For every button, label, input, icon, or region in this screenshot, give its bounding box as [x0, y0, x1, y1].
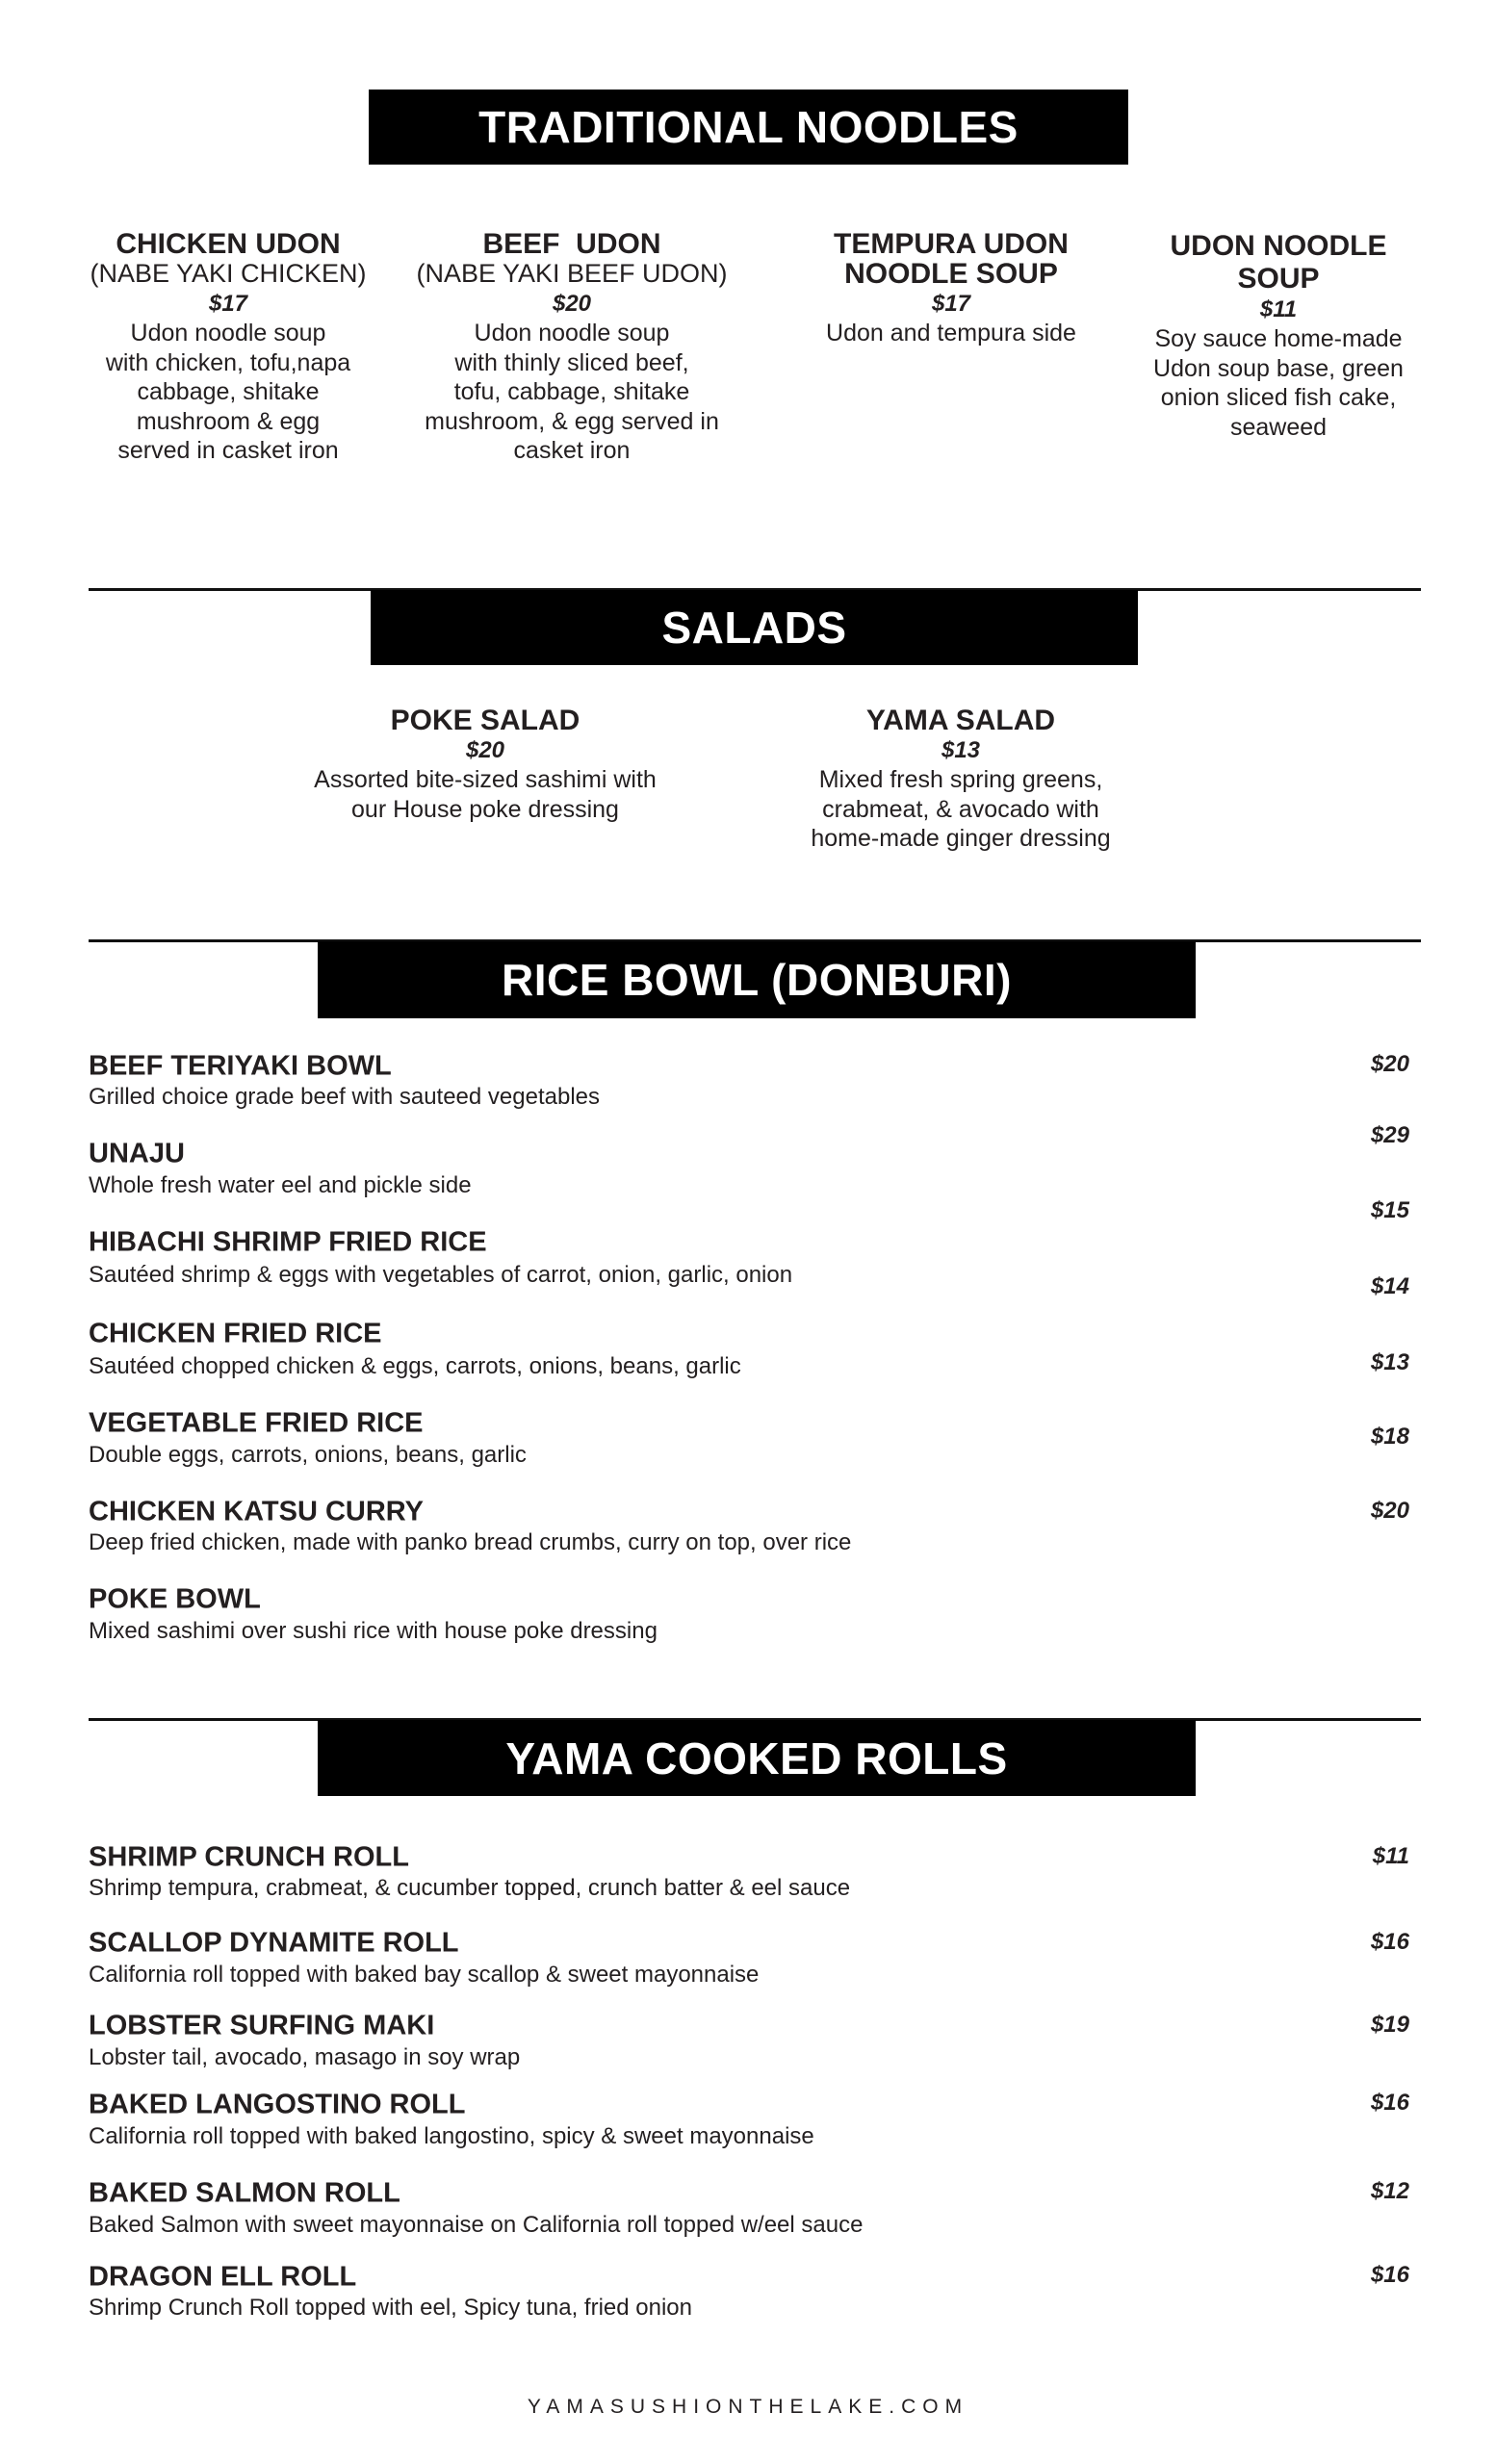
- item-desc: Sautéed chopped chicken & eggs, carrots, onions, beans, garlic: [89, 1353, 741, 1379]
- item-desc-line: our House poke dressing: [351, 795, 619, 823]
- section-header-traditional-noodles: [369, 90, 1128, 165]
- item-price: $19: [1370, 2012, 1409, 2038]
- item-desc-line: with thinly sliced beef,: [454, 348, 689, 376]
- item-desc: Deep fried chicken, made with panko bread crumbs, curry on top, over rice: [89, 1529, 852, 1555]
- item-desc: Lobster tail, avocado, masago in soy wrap: [89, 2044, 521, 2070]
- item-name-line: SOUP: [1237, 263, 1320, 295]
- item-desc-line: Udon and tempura side: [826, 320, 1076, 346]
- section-header-rice-bowl: [318, 941, 1196, 1018]
- item-price: $13: [1370, 1349, 1409, 1375]
- item-name: POKE SALAD: [390, 705, 580, 736]
- item-desc-line: home-made ginger dressing: [811, 825, 1111, 853]
- item-name-line: UDON NOODLE: [1170, 230, 1387, 262]
- item-price: $12: [1370, 2178, 1409, 2204]
- item-name: VEGETABLE FRIED RICE: [89, 1407, 424, 1439]
- section-title: TRADITIONAL NOODLES: [478, 102, 1019, 152]
- item-name: SHRIMP CRUNCH ROLL: [89, 1841, 409, 1873]
- item-price: $16: [1370, 2090, 1409, 2116]
- item-desc: Whole fresh water eel and pickle side: [89, 1172, 472, 1198]
- item-name: BEEF UDON: [482, 228, 661, 260]
- item-desc-line: mushroom & egg: [136, 407, 321, 435]
- item-name: CHICKEN KATSU CURRY: [89, 1496, 424, 1527]
- item-desc: Baked Salmon with sweet mayonnaise on California roll topped w/eel sauce: [89, 2212, 864, 2238]
- item-desc-line: Assorted bite-sized sashimi with: [314, 766, 657, 793]
- item-desc-line: served in casket iron: [117, 437, 339, 465]
- item-name: HIBACHI SHRIMP FRIED RICE: [89, 1226, 487, 1258]
- item-desc-line: tofu, cabbage, shitake: [453, 378, 690, 406]
- website-footer: YAMASUSHIONTHELAKE.COM: [527, 2396, 969, 2418]
- item-name: LOBSTER SURFING MAKI: [89, 2010, 435, 2041]
- item-desc-line: Udon noodle soup: [474, 320, 670, 346]
- item-desc: California roll topped with baked bay scallop & sweet mayonnaise: [89, 1962, 760, 1988]
- menu-item-poke-salad: [273, 706, 697, 824]
- item-price: $15: [1370, 1197, 1409, 1223]
- item-price: $20: [1370, 1051, 1409, 1077]
- item-subtitle: (NABE YAKI CHICKEN): [90, 259, 367, 288]
- item-name-line: NOODLE SOUP: [844, 258, 1058, 290]
- item-price: $16: [1370, 2262, 1409, 2288]
- item-desc-line: mushroom, & egg served in: [425, 407, 719, 435]
- item-desc: Grilled choice grade beef with sauteed vegetables: [89, 1084, 600, 1110]
- item-price: $29: [1370, 1122, 1409, 1148]
- item-desc-line: casket iron: [513, 437, 631, 465]
- item-subtitle: (NABE YAKI BEEF UDON): [416, 259, 728, 288]
- item-price: $11: [1372, 1843, 1409, 1869]
- item-desc-line: Soy sauce home-made: [1154, 325, 1403, 352]
- item-price: $16: [1370, 1929, 1409, 1955]
- item-name: CHICKEN UDON: [116, 228, 341, 260]
- item-desc: Mixed sashimi over sushi rice with house poke dressing: [89, 1618, 658, 1644]
- section-title: RICE BOWL (DONBURI): [502, 955, 1012, 1005]
- item-desc: Double eggs, carrots, onions, beans, garlic: [89, 1442, 527, 1468]
- menu-item-tempura-udon: [778, 229, 1124, 348]
- item-price: $18: [1370, 1424, 1409, 1450]
- item-name: UNAJU: [89, 1138, 185, 1169]
- item-desc-line: Udon soup base, green: [1153, 354, 1404, 382]
- item-name: BAKED LANGOSTINO ROLL: [89, 2089, 466, 2120]
- section-title: YAMA COOKED ROLLS: [505, 1732, 1008, 1784]
- menu-item-beef-udon: [389, 229, 755, 466]
- item-desc-line: Mixed fresh spring greens,: [818, 766, 1103, 793]
- item-price: $13: [941, 737, 981, 763]
- item-name: BEEF TERIYAKI BOWL: [89, 1050, 392, 1082]
- item-desc-line: onion sliced fish cake,: [1160, 384, 1397, 412]
- item-price: $14: [1370, 1273, 1409, 1299]
- section-header-cooked-rolls: [318, 1720, 1196, 1796]
- item-name: CHICKEN FRIED RICE: [89, 1318, 382, 1349]
- item-desc-line: with chicken, tofu,napa: [105, 348, 351, 376]
- menu-item-yama-salad: [749, 706, 1173, 854]
- item-desc-line: crabmeat, & avocado with: [822, 795, 1099, 823]
- item-desc: California roll topped with baked langostino, spicy & sweet mayonnaise: [89, 2123, 814, 2149]
- item-desc-line: Udon noodle soup: [130, 320, 326, 346]
- item-name: POKE BOWL: [89, 1583, 261, 1615]
- item-desc-line: seaweed: [1229, 413, 1328, 441]
- item-price: $20: [1370, 1498, 1409, 1524]
- item-desc: Sautéed shrimp & eggs with vegetables of carrot, onion, garlic, onion: [89, 1262, 793, 1288]
- item-desc-line: cabbage, shitake: [137, 378, 320, 406]
- item-price: $17: [208, 291, 248, 317]
- item-price: $20: [465, 737, 505, 763]
- item-name: SCALLOP DYNAMITE ROLL: [89, 1927, 459, 1959]
- item-name: BAKED SALMON ROLL: [89, 2177, 400, 2209]
- item-desc: Shrimp tempura, crabmeat, & cucumber topped, crunch batter & eel sauce: [89, 1875, 851, 1901]
- item-name-line: TEMPURA UDON: [834, 228, 1069, 260]
- section-header-salads: [371, 590, 1138, 665]
- item-price: $20: [552, 291, 592, 317]
- item-name: DRAGON ELL ROLL: [89, 2261, 357, 2293]
- item-price: $17: [931, 291, 971, 317]
- item-desc: Shrimp Crunch Roll topped with eel, Spicy tuna, fried onion: [89, 2295, 692, 2321]
- menu-item-udon-noodle-soup: [1105, 229, 1452, 442]
- item-price: $11: [1259, 296, 1298, 322]
- menu-item-chicken-udon: [55, 229, 401, 466]
- item-name: YAMA SALAD: [865, 705, 1056, 736]
- section-title: SALADS: [661, 603, 847, 653]
